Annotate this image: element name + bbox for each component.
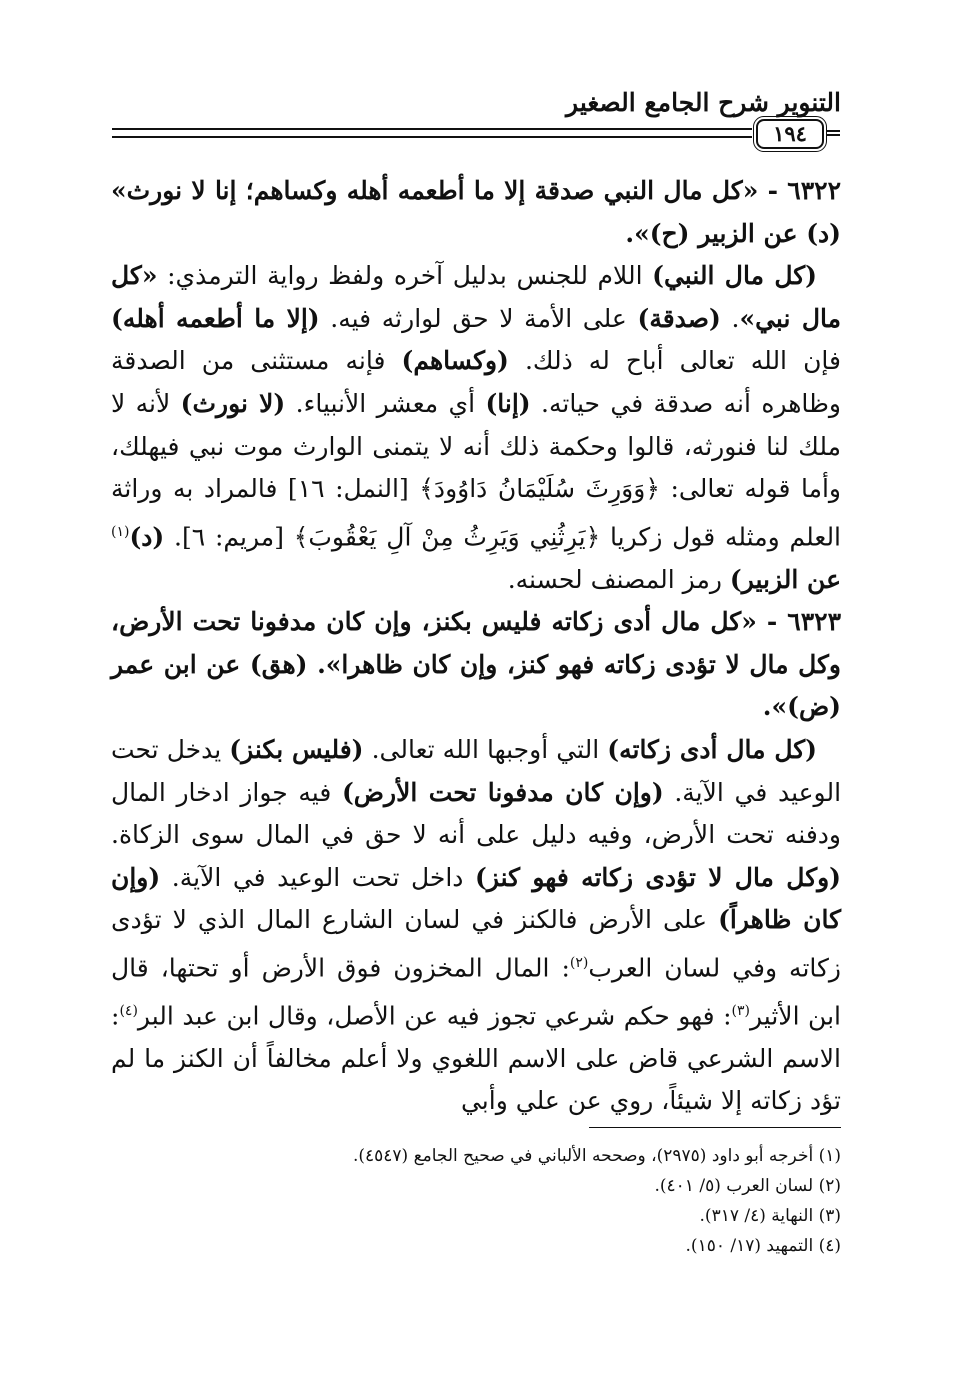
text-segment: داخل تحت الوعيد في الآية. <box>160 862 475 892</box>
quote-segment: (وكل مال لا تؤدى زكاته فهو كنز) <box>475 862 841 892</box>
hadith-6322: ٦٣٢٢ - «كل مال النبي صدقة إلا ما أطعمه أهله وكساهم؛ إنا لا نورث» (د) عن الزبير (ح)». <box>111 176 841 248</box>
quote-segment: (إنا) <box>485 388 531 418</box>
text-segment: فإنه مستثنى من الصدقة وظاهره أنه صدقة في حياته. <box>111 346 842 418</box>
header-double-rule <box>112 128 752 138</box>
footnote-4: (٤) التمهيد (١٧/ ١٥٠). <box>685 1236 841 1256</box>
text-segment: لأنه لا ملك لنا فنورثه، قالوا وحكمة ذلك أنه لا يتمنى الوارث موت نبي فيهلك، وأما قوله تعالى: ﴿وَوَرِثَ سُلَيْمَانُ دَاوُودَ﴾ [النمل: ١٦] فالمراد به وراثة العلم ومثله قول زكريا ﴿يَرِثُنِي وَيَرِثُ مِنْ آلِ يَعْقُوبَ﴾ [مريم: ٦]. <box>111 388 842 552</box>
footnote-3: (٣) النهاية (٤/ ٣١٧). <box>699 1206 841 1226</box>
quote-segment: (صدقة) <box>637 303 721 333</box>
text-segment: يدخل تحت الوعيد في الآية. <box>111 735 842 807</box>
commentary-6322 <box>111 255 841 601</box>
commentary-6323 <box>111 729 841 1123</box>
quote-segment: (وإن كان ظاهراً) <box>111 862 841 935</box>
text-segment: أي معشر الأنبياء. <box>285 388 486 418</box>
text-segment: . <box>720 303 740 333</box>
footnote-ref-2: (٢) <box>569 955 589 972</box>
footnote-ref-4: (٤) <box>119 1002 138 1019</box>
quote-segment: «كل مال نبي» <box>111 261 841 333</box>
quote-segment: (وكساهم) <box>401 346 509 376</box>
footnote-2: (٢) لسان العرب (٥/ ٤٠١). <box>654 1176 841 1196</box>
text-segment: فإن الله تعالى أباح له ذلك. <box>508 346 841 376</box>
text-segment: : الاسم الشرعي قاض على الاسم اللغوي ولا أعلم مخالفاً أن الكنز ما لم تؤد زكاته إلا شيئاً، روي عن علي وأبي <box>111 1001 841 1116</box>
quote-segment: (كل مال أدى زكاته) <box>607 735 817 765</box>
footnote-separator <box>589 1127 841 1128</box>
quote-segment: (لا نورث) <box>180 388 286 418</box>
running-title: التنوير شرح الجامع الصغير <box>566 88 841 117</box>
page-number: ١٩٤ <box>756 119 824 149</box>
footnote-ref-3: (٣) <box>731 1002 751 1019</box>
text-segment: اللام للجنس بدليل آخره ولفظ رواية الترمذي: <box>157 261 653 291</box>
text-segment: على الأمة لا حق لوارثه فيه. <box>319 303 638 333</box>
text-segment: فيه جواز ادخار المال ودفنه تحت الأرض، وفيه دليل على أنه لا حق في المال سوى الزكاة. <box>111 777 841 850</box>
text-segment: : المال المخزون فوق الأرض أو تحتها، قال ابن الأثير <box>111 953 841 1031</box>
text-segment: على الأرض فالكنز في لسان الشارع المال الذي لا تؤدى زكاته وفي لسان العرب <box>111 905 841 983</box>
text-segment: رمز المصنف لحسنه. <box>507 564 730 594</box>
quote-segment: (فليس بكنز) <box>229 735 364 765</box>
quote-segment: (كل مال النبي) <box>652 261 818 291</box>
quote-segment: (د) <box>129 522 165 552</box>
quote-segment: (إلا ما أطعمه أهله) <box>111 303 320 333</box>
footnote-1: (١) أخرجه أبو داود (٢٩٧٥)، وصححه الألباني في صحيح الجامع (٤٥٤٧). <box>352 1146 841 1166</box>
text-segment: التي أوجبها الله تعالى. <box>363 735 608 765</box>
header-rule-stub <box>826 130 840 136</box>
text-segment: : فهو حكم شرعي تجوز فيه عن الأصل، وقال ابن عبد البر <box>137 1001 732 1031</box>
footnote-ref-1: (١) <box>111 523 130 540</box>
quote-segment: (وإن كان مدفونا تحت الأرض) <box>341 777 664 807</box>
quote-segment: عن الزبير) <box>729 564 841 594</box>
footnotes <box>111 1141 841 1261</box>
hadith-6323: ٦٣٢٣ - «كل مال أدى زكاته فليس بكنز، وإن كان مدفونا تحت الأرض، وكل مال لا تؤدى زكاته فهو كنز، وإن كان ظاهرا». (هق) عن ابن عمر (ض)». <box>111 607 841 722</box>
main-text <box>111 170 841 1123</box>
